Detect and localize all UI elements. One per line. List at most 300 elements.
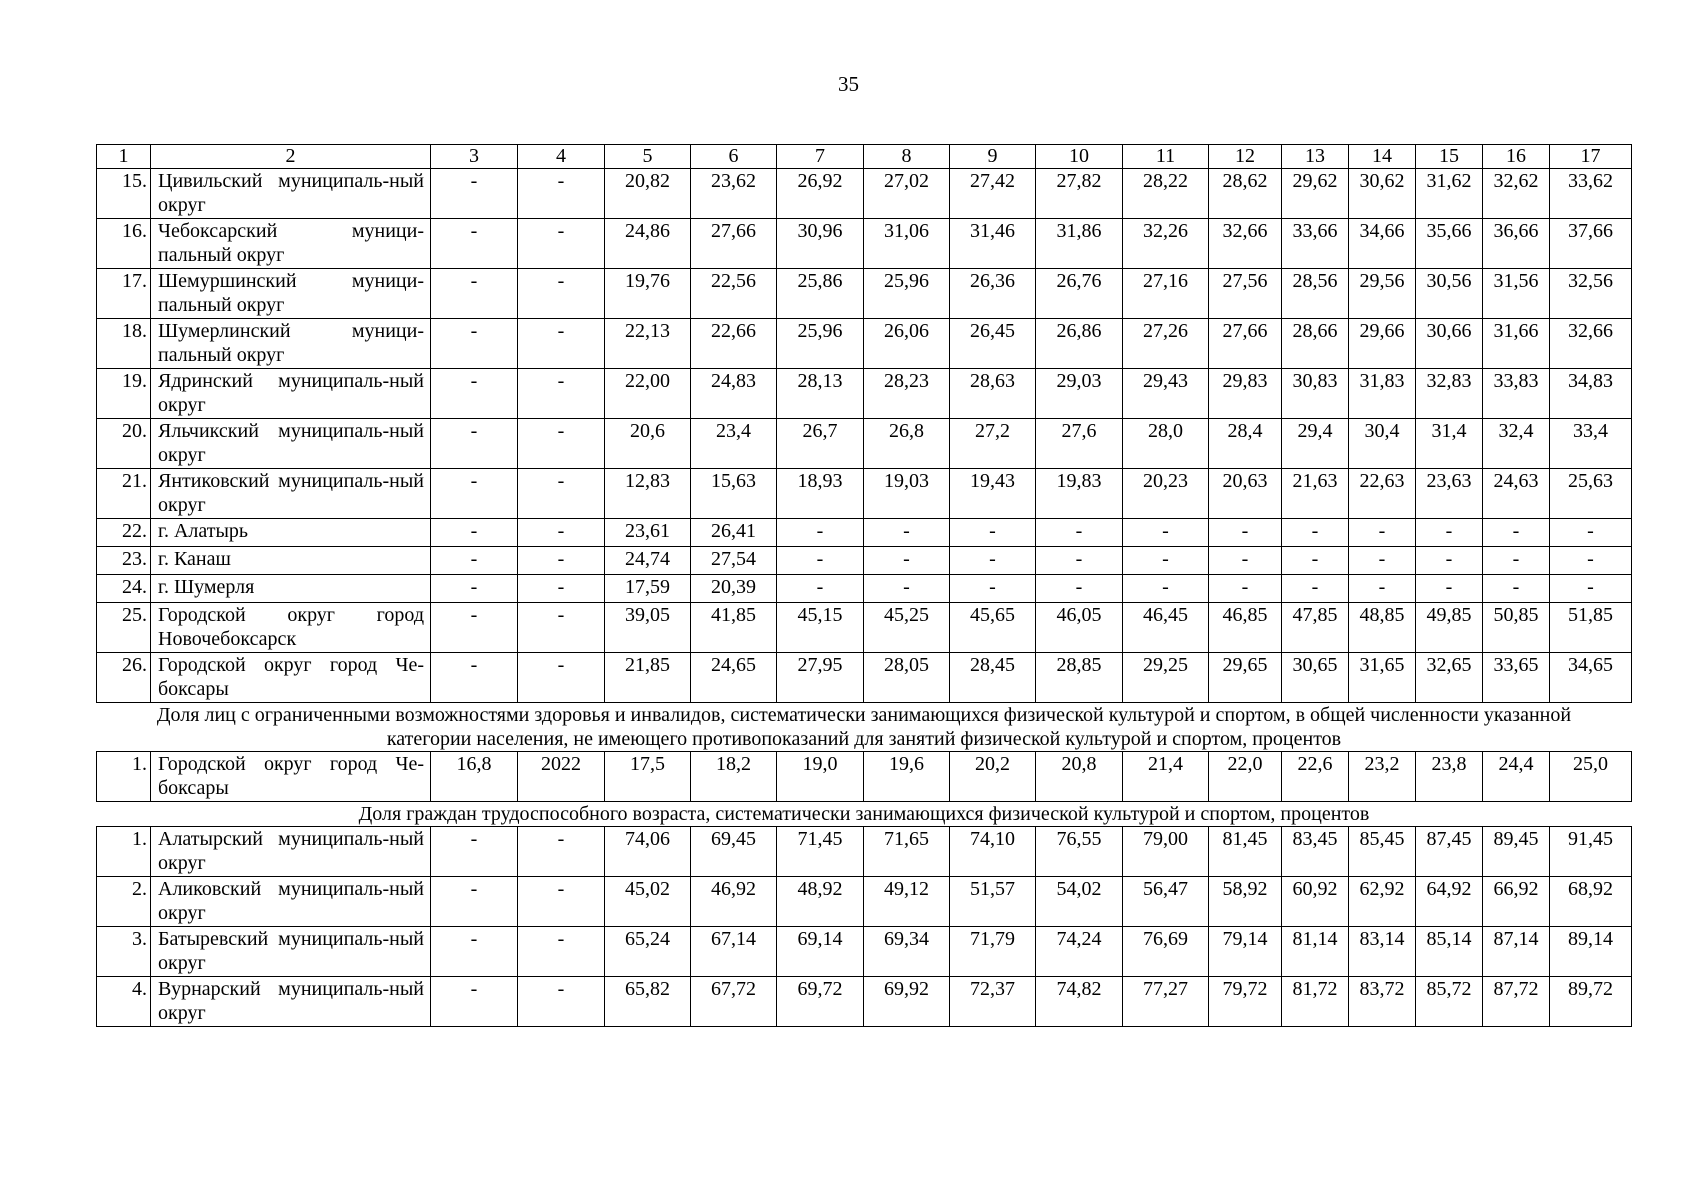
base-year-cell: - [518, 519, 605, 547]
header-cell: 13 [1282, 145, 1349, 169]
value-cell: 72,37 [950, 977, 1036, 1027]
value-cell: 39,05 [605, 603, 691, 653]
base-value-cell: - [431, 469, 518, 519]
value-cell: 32,4 [1483, 419, 1550, 469]
header-cell: 17 [1550, 145, 1632, 169]
value-cell: 76,69 [1123, 927, 1209, 977]
value-cell: 19,0 [777, 752, 864, 802]
municipality-name: Чебоксарский муници-пальный округ [151, 219, 431, 269]
header-cell: 6 [691, 145, 777, 169]
value-cell: 21,63 [1282, 469, 1349, 519]
value-cell: 24,83 [691, 369, 777, 419]
value-cell: 60,92 [1282, 877, 1349, 927]
value-cell: 26,06 [864, 319, 950, 369]
value-cell: - [1123, 575, 1209, 603]
municipality-name: Шемуршинский муници-пальный округ [151, 269, 431, 319]
base-value-cell: - [431, 519, 518, 547]
value-cell: 48,92 [777, 877, 864, 927]
value-cell: 83,45 [1282, 827, 1349, 877]
value-cell: 26,86 [1036, 319, 1123, 369]
value-cell: 27,66 [691, 219, 777, 269]
value-cell: 28,45 [950, 653, 1036, 703]
value-cell: 22,0 [1209, 752, 1282, 802]
row-number: 25. [97, 603, 151, 653]
value-cell: 31,4 [1416, 419, 1483, 469]
value-cell: 33,65 [1483, 653, 1550, 703]
value-cell: - [864, 547, 950, 575]
value-cell: 89,45 [1483, 827, 1550, 877]
table-row [97, 927, 1632, 977]
base-year-cell: - [518, 547, 605, 575]
value-cell: - [1349, 547, 1416, 575]
value-cell: 20,6 [605, 419, 691, 469]
value-cell: 71,45 [777, 827, 864, 877]
header-row [97, 145, 1632, 169]
value-cell: 27,02 [864, 169, 950, 219]
value-cell: 79,00 [1123, 827, 1209, 877]
municipality-name: Городской округ город Новочебоксарск [151, 603, 431, 653]
value-cell: 31,46 [950, 219, 1036, 269]
value-cell: 91,45 [1550, 827, 1632, 877]
value-cell: 89,72 [1550, 977, 1632, 1027]
value-cell: - [777, 547, 864, 575]
value-cell: 69,72 [777, 977, 864, 1027]
base-value-cell: - [431, 419, 518, 469]
row-number: 15. [97, 169, 151, 219]
value-cell: 28,0 [1123, 419, 1209, 469]
value-cell: 23,8 [1416, 752, 1483, 802]
value-cell: - [950, 547, 1036, 575]
value-cell: 46,05 [1036, 603, 1123, 653]
value-cell: 54,02 [1036, 877, 1123, 927]
value-cell: 32,66 [1209, 219, 1282, 269]
table-row [97, 219, 1632, 269]
header-cell: 14 [1349, 145, 1416, 169]
row-number: 16. [97, 219, 151, 269]
value-cell: 29,56 [1349, 269, 1416, 319]
value-cell: 46,85 [1209, 603, 1282, 653]
value-cell: 25,0 [1550, 752, 1632, 802]
value-cell: - [1550, 547, 1632, 575]
value-cell: 29,43 [1123, 369, 1209, 419]
value-cell: 35,66 [1416, 219, 1483, 269]
value-cell: 30,62 [1349, 169, 1416, 219]
table-row [97, 977, 1632, 1027]
value-cell: 79,72 [1209, 977, 1282, 1027]
value-cell: 27,26 [1123, 319, 1209, 369]
value-cell: 27,6 [1036, 419, 1123, 469]
value-cell: 25,96 [864, 269, 950, 319]
value-cell: 51,85 [1550, 603, 1632, 653]
value-cell: 69,92 [864, 977, 950, 1027]
table-row [97, 575, 1632, 603]
value-cell: 24,63 [1483, 469, 1550, 519]
value-cell: 22,00 [605, 369, 691, 419]
value-cell: 45,65 [950, 603, 1036, 653]
page-number: 35 [838, 72, 859, 96]
base-value-cell: - [431, 319, 518, 369]
municipality-name: г. Канаш [151, 547, 431, 575]
table-row [97, 603, 1632, 653]
value-cell: 62,92 [1349, 877, 1416, 927]
base-value-cell: - [431, 877, 518, 927]
base-value-cell: - [431, 827, 518, 877]
value-cell: 87,72 [1483, 977, 1550, 1027]
header-cell: 12 [1209, 145, 1282, 169]
value-cell: 18,93 [777, 469, 864, 519]
value-cell: 28,62 [1209, 169, 1282, 219]
base-year-cell: - [518, 603, 605, 653]
value-cell: 31,83 [1349, 369, 1416, 419]
value-cell: 21,85 [605, 653, 691, 703]
header-cell: 15 [1416, 145, 1483, 169]
base-year-cell: - [518, 469, 605, 519]
base-year-cell: - [518, 269, 605, 319]
header-cell: 1 [97, 145, 151, 169]
base-year-cell: 2022 [518, 752, 605, 802]
value-cell: 20,23 [1123, 469, 1209, 519]
value-cell: 27,82 [1036, 169, 1123, 219]
value-cell: 27,66 [1209, 319, 1282, 369]
value-cell: 23,2 [1349, 752, 1416, 802]
value-cell: - [1550, 575, 1632, 603]
value-cell: 87,45 [1416, 827, 1483, 877]
value-cell: - [1123, 547, 1209, 575]
value-cell: 67,72 [691, 977, 777, 1027]
value-cell: 85,45 [1349, 827, 1416, 877]
value-cell: 28,66 [1282, 319, 1349, 369]
municipality-name: Янтиковский муниципаль-ный округ [151, 469, 431, 519]
header-cell: 3 [431, 145, 518, 169]
value-cell: 33,83 [1483, 369, 1550, 419]
value-cell: 24,4 [1483, 752, 1550, 802]
value-cell: 85,72 [1416, 977, 1483, 1027]
value-cell: 58,92 [1209, 877, 1282, 927]
value-cell: 20,2 [950, 752, 1036, 802]
value-cell: - [1036, 547, 1123, 575]
value-cell: 47,85 [1282, 603, 1349, 653]
base-year-cell: - [518, 575, 605, 603]
base-year-cell: - [518, 653, 605, 703]
value-cell: 22,13 [605, 319, 691, 369]
municipality-name: Батыревский муниципаль-ный округ [151, 927, 431, 977]
row-number: 21. [97, 469, 151, 519]
row-number: 4. [97, 977, 151, 1027]
value-cell: 85,14 [1416, 927, 1483, 977]
value-cell: - [1123, 519, 1209, 547]
value-cell: 31,62 [1416, 169, 1483, 219]
value-cell: - [1282, 519, 1349, 547]
value-cell: - [1036, 575, 1123, 603]
value-cell: 30,96 [777, 219, 864, 269]
value-cell: 19,6 [864, 752, 950, 802]
table-row [97, 752, 1632, 802]
base-value-cell: - [431, 653, 518, 703]
value-cell: - [1483, 547, 1550, 575]
table-row [97, 319, 1632, 369]
value-cell: 26,41 [691, 519, 777, 547]
value-cell: 17,5 [605, 752, 691, 802]
base-value-cell: - [431, 369, 518, 419]
value-cell: 28,05 [864, 653, 950, 703]
value-cell: 32,56 [1550, 269, 1632, 319]
value-cell: 19,43 [950, 469, 1036, 519]
value-cell: 22,56 [691, 269, 777, 319]
row-number: 22. [97, 519, 151, 547]
value-cell: 71,65 [864, 827, 950, 877]
value-cell: 26,76 [1036, 269, 1123, 319]
value-cell: - [1209, 519, 1282, 547]
value-cell: 28,4 [1209, 419, 1282, 469]
base-value-cell: - [431, 547, 518, 575]
value-cell: 29,65 [1209, 653, 1282, 703]
municipality-name: Ядринский муниципаль-ный округ [151, 369, 431, 419]
value-cell: 33,4 [1550, 419, 1632, 469]
value-cell: 19,03 [864, 469, 950, 519]
value-cell: 31,65 [1349, 653, 1416, 703]
value-cell: 68,92 [1550, 877, 1632, 927]
value-cell: 81,72 [1282, 977, 1349, 1027]
value-cell: 51,57 [950, 877, 1036, 927]
row-number: 20. [97, 419, 151, 469]
table-row [97, 547, 1632, 575]
value-cell: - [864, 575, 950, 603]
value-cell: 66,92 [1483, 877, 1550, 927]
value-cell: 65,24 [605, 927, 691, 977]
value-cell: 28,56 [1282, 269, 1349, 319]
value-cell: 81,45 [1209, 827, 1282, 877]
table-row [97, 419, 1632, 469]
value-cell: - [950, 519, 1036, 547]
value-cell: 29,03 [1036, 369, 1123, 419]
value-cell: 26,45 [950, 319, 1036, 369]
value-cell: 24,74 [605, 547, 691, 575]
value-cell: 29,62 [1282, 169, 1349, 219]
value-cell: 26,36 [950, 269, 1036, 319]
value-cell: 22,66 [691, 319, 777, 369]
row-number: 3. [97, 927, 151, 977]
value-cell: 65,82 [605, 977, 691, 1027]
value-cell: 45,15 [777, 603, 864, 653]
value-cell: 31,86 [1036, 219, 1123, 269]
value-cell: 23,63 [1416, 469, 1483, 519]
value-cell: 36,66 [1483, 219, 1550, 269]
section-heading-row [97, 802, 1632, 827]
value-cell: 69,14 [777, 927, 864, 977]
value-cell: 30,4 [1349, 419, 1416, 469]
value-cell: 27,95 [777, 653, 864, 703]
value-cell: 28,22 [1123, 169, 1209, 219]
value-cell: 71,79 [950, 927, 1036, 977]
value-cell: 20,82 [605, 169, 691, 219]
value-cell: 74,24 [1036, 927, 1123, 977]
table-row [97, 877, 1632, 927]
value-cell: 30,65 [1282, 653, 1349, 703]
municipality-name: г. Шумерля [151, 575, 431, 603]
value-cell: 45,25 [864, 603, 950, 653]
value-cell: - [1483, 519, 1550, 547]
value-cell: - [1416, 547, 1483, 575]
value-cell: 22,6 [1282, 752, 1349, 802]
indicator-table [96, 144, 1632, 1027]
value-cell: 74,06 [605, 827, 691, 877]
value-cell: 32,62 [1483, 169, 1550, 219]
base-value-cell: - [431, 575, 518, 603]
value-cell: 49,12 [864, 877, 950, 927]
value-cell: 87,14 [1483, 927, 1550, 977]
municipality-name: г. Алатырь [151, 519, 431, 547]
value-cell: 24,65 [691, 653, 777, 703]
table-row [97, 653, 1632, 703]
value-cell: 26,8 [864, 419, 950, 469]
section-heading: Доля граждан трудоспособного возраста, систематически занимающихся физической культурой и спортом, процентов [97, 802, 1632, 827]
base-value-cell: - [431, 169, 518, 219]
base-value-cell: - [431, 269, 518, 319]
value-cell: 30,56 [1416, 269, 1483, 319]
value-cell: - [1349, 519, 1416, 547]
value-cell: 69,34 [864, 927, 950, 977]
value-cell: - [777, 575, 864, 603]
header-cell: 2 [151, 145, 431, 169]
value-cell: 37,66 [1550, 219, 1632, 269]
table-row [97, 469, 1632, 519]
base-year-cell: - [518, 319, 605, 369]
table-row [97, 519, 1632, 547]
value-cell: 34,65 [1550, 653, 1632, 703]
value-cell: 56,47 [1123, 877, 1209, 927]
value-cell: - [1550, 519, 1632, 547]
value-cell: 20,8 [1036, 752, 1123, 802]
value-cell: 21,4 [1123, 752, 1209, 802]
value-cell: 22,63 [1349, 469, 1416, 519]
value-cell: 27,2 [950, 419, 1036, 469]
value-cell: 46,45 [1123, 603, 1209, 653]
base-year-cell: - [518, 219, 605, 269]
table-row [97, 827, 1632, 877]
row-number: 18. [97, 319, 151, 369]
header-cell: 9 [950, 145, 1036, 169]
header-cell: 5 [605, 145, 691, 169]
value-cell: 32,66 [1550, 319, 1632, 369]
base-year-cell: - [518, 169, 605, 219]
value-cell: 12,83 [605, 469, 691, 519]
value-cell: 64,92 [1416, 877, 1483, 927]
table-body [97, 145, 1632, 1027]
value-cell: 27,16 [1123, 269, 1209, 319]
municipality-name: Вурнарский муниципаль-ный округ [151, 977, 431, 1027]
value-cell: 74,10 [950, 827, 1036, 877]
value-cell: 19,76 [605, 269, 691, 319]
base-value-cell: - [431, 603, 518, 653]
value-cell: 83,72 [1349, 977, 1416, 1027]
municipality-name: Алатырский муниципаль-ный округ [151, 827, 431, 877]
value-cell: 32,65 [1416, 653, 1483, 703]
value-cell: - [864, 519, 950, 547]
value-cell: 31,56 [1483, 269, 1550, 319]
value-cell: 69,45 [691, 827, 777, 877]
row-number: 26. [97, 653, 151, 703]
header-cell: 4 [518, 145, 605, 169]
value-cell: 29,83 [1209, 369, 1282, 419]
value-cell: - [1036, 519, 1123, 547]
row-number: 17. [97, 269, 151, 319]
value-cell: - [1483, 575, 1550, 603]
value-cell: 23,4 [691, 419, 777, 469]
value-cell: 30,66 [1416, 319, 1483, 369]
value-cell: 27,56 [1209, 269, 1282, 319]
municipality-name: Городской округ город Че-боксары [151, 653, 431, 703]
value-cell: 29,25 [1123, 653, 1209, 703]
row-number: 1. [97, 752, 151, 802]
value-cell: 25,63 [1550, 469, 1632, 519]
value-cell: 23,62 [691, 169, 777, 219]
value-cell: 49,85 [1416, 603, 1483, 653]
value-cell: 67,14 [691, 927, 777, 977]
value-cell: 34,66 [1349, 219, 1416, 269]
value-cell: 76,55 [1036, 827, 1123, 877]
value-cell: 20,39 [691, 575, 777, 603]
base-year-cell: - [518, 419, 605, 469]
value-cell: 25,86 [777, 269, 864, 319]
value-cell: 28,13 [777, 369, 864, 419]
value-cell: 26,7 [777, 419, 864, 469]
value-cell: 27,54 [691, 547, 777, 575]
value-cell: - [1282, 575, 1349, 603]
value-cell: 79,14 [1209, 927, 1282, 977]
base-year-cell: - [518, 927, 605, 977]
table-row [97, 369, 1632, 419]
table-row [97, 169, 1632, 219]
value-cell: 34,83 [1550, 369, 1632, 419]
value-cell: 74,82 [1036, 977, 1123, 1027]
value-cell: 50,85 [1483, 603, 1550, 653]
value-cell: 24,86 [605, 219, 691, 269]
header-cell: 10 [1036, 145, 1123, 169]
value-cell: - [1349, 575, 1416, 603]
section-heading-row [97, 703, 1632, 752]
row-number: 1. [97, 827, 151, 877]
base-value-cell: - [431, 977, 518, 1027]
value-cell: 17,59 [605, 575, 691, 603]
row-number: 2. [97, 877, 151, 927]
value-cell: 25,96 [777, 319, 864, 369]
value-cell: 31,06 [864, 219, 950, 269]
value-cell: 33,66 [1282, 219, 1349, 269]
row-number: 24. [97, 575, 151, 603]
value-cell: 45,02 [605, 877, 691, 927]
header-cell: 8 [864, 145, 950, 169]
row-number: 19. [97, 369, 151, 419]
value-cell: 81,14 [1282, 927, 1349, 977]
municipality-name: Цивильский муниципаль-ный округ [151, 169, 431, 219]
municipality-name: Аликовский муниципаль-ный округ [151, 877, 431, 927]
base-value-cell: - [431, 219, 518, 269]
value-cell: 41,85 [691, 603, 777, 653]
value-cell: 77,27 [1123, 977, 1209, 1027]
row-number: 23. [97, 547, 151, 575]
base-year-cell: - [518, 877, 605, 927]
value-cell: 83,14 [1349, 927, 1416, 977]
base-year-cell: - [518, 827, 605, 877]
value-cell: - [1282, 547, 1349, 575]
value-cell: 32,83 [1416, 369, 1483, 419]
municipality-name: Шумерлинский муници-пальный округ [151, 319, 431, 369]
section-heading: Доля лиц с ограниченными возможностями здоровья и инвалидов, систематически занимающихся физической культурой и спортом, в общей численности указанной категории населения, не имеющего противопоказаний для занятий физической культурой и спортом, процентов [97, 703, 1632, 752]
value-cell: 15,63 [691, 469, 777, 519]
base-year-cell: - [518, 977, 605, 1027]
value-cell: 18,2 [691, 752, 777, 802]
base-value-cell: - [431, 927, 518, 977]
